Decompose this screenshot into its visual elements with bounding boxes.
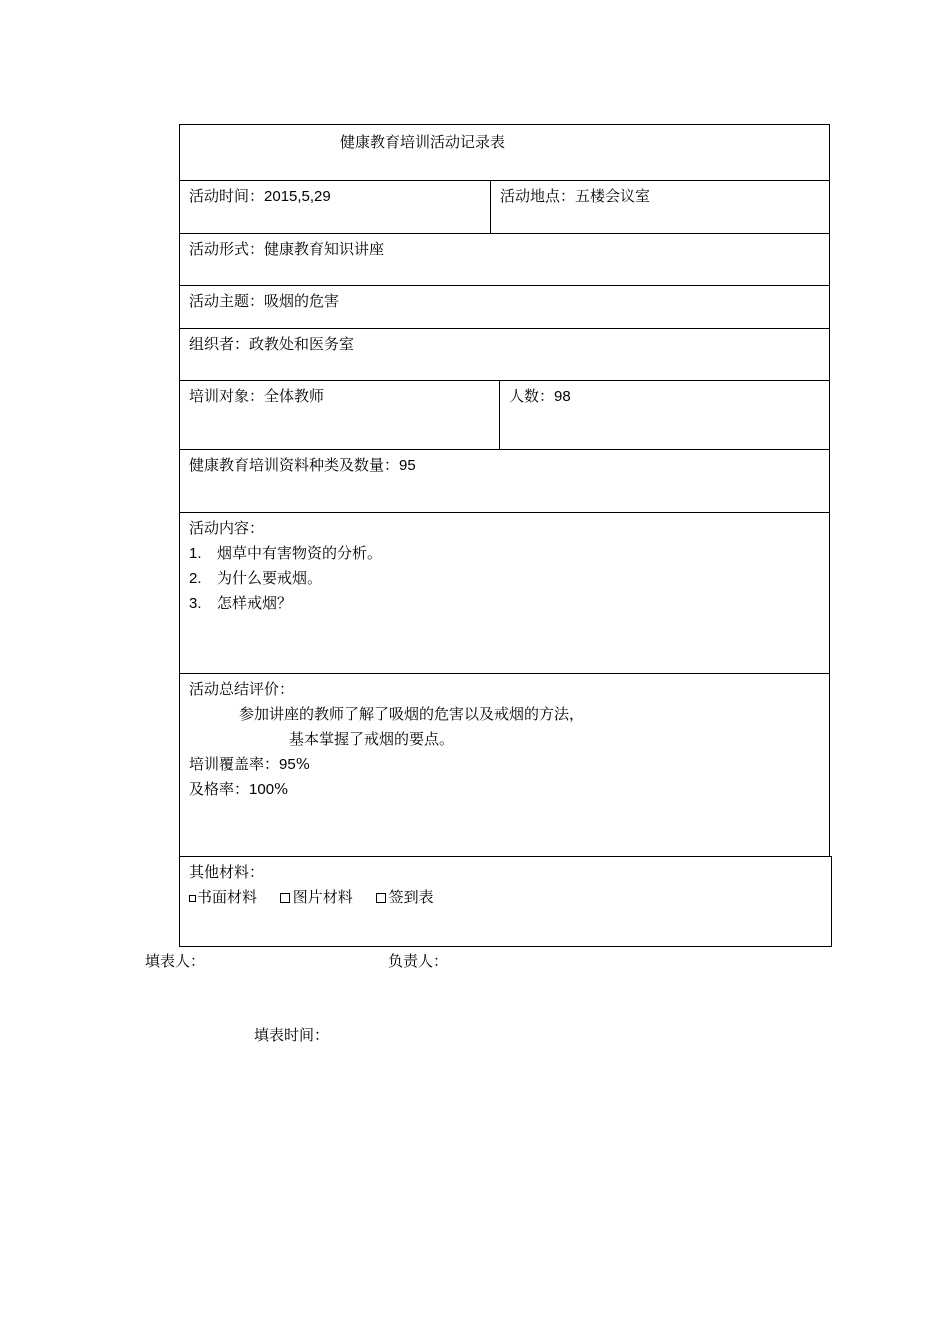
- coverage-rate: [189, 752, 820, 777]
- fill-time-label: 填表时间：: [254, 1026, 330, 1044]
- summary-label: 活动总结评价：: [189, 680, 295, 698]
- record-table: [179, 124, 830, 947]
- activity-form-value: 健康教育知识讲座: [264, 240, 385, 258]
- option-sign-in-sheet[interactable]: [376, 888, 434, 906]
- pass-value: 100: [249, 781, 275, 798]
- summary-cell: [180, 674, 829, 856]
- list-item-text: 怎样戒烟？: [217, 594, 293, 612]
- coverage-unit: %: [295, 755, 310, 773]
- other-materials-row: [179, 856, 832, 947]
- summary-row: [179, 673, 830, 856]
- materials-row: [179, 449, 830, 512]
- list-item-text: 为什么要戒烟。: [217, 569, 323, 587]
- form-title: 健康教育培训活动记录表: [340, 133, 506, 151]
- pass-unit: %: [274, 780, 289, 798]
- list-item: [189, 566, 820, 591]
- list-item: [189, 591, 820, 616]
- activity-theme-cell: [180, 286, 829, 328]
- pass-label: 及格率：: [189, 780, 250, 798]
- option-label: 图片材料: [292, 888, 353, 906]
- title-row: [179, 124, 830, 180]
- audience-row: [179, 380, 830, 449]
- activity-form-row: [179, 233, 830, 285]
- checkbox-icon[interactable]: [376, 893, 386, 903]
- content-cell: [180, 513, 829, 673]
- list-item-number: 3.: [189, 595, 202, 612]
- audience-cell: [180, 381, 500, 449]
- organizer-value: 政教处和医务室: [249, 335, 355, 353]
- audience-value: 全体教师: [264, 387, 325, 405]
- coverage-value: 95: [279, 756, 296, 773]
- headcount-value: 98: [554, 388, 571, 405]
- option-picture-material[interactable]: [280, 888, 353, 906]
- activity-form-label: 活动形式：: [189, 240, 265, 258]
- activity-theme-row: [179, 285, 830, 328]
- organizer-row: [179, 328, 830, 380]
- activity-form-cell: [180, 234, 829, 285]
- headcount-label: 人数：: [509, 387, 555, 405]
- time-location-row: [179, 180, 830, 233]
- responsible-label: 负责人：: [388, 952, 449, 970]
- list-item: [189, 541, 820, 566]
- headcount-cell: [500, 381, 829, 449]
- list-item-text: 烟草中有害物资的分析。: [217, 544, 383, 562]
- pass-rate: [189, 777, 820, 802]
- option-written-material[interactable]: [189, 888, 257, 906]
- activity-location-label: 活动地点：: [500, 187, 576, 205]
- summary-line-1: 参加讲座的教师了解了吸烟的危害以及戒烟的方法，: [239, 705, 585, 723]
- activity-location-value: 五楼会议室: [575, 187, 651, 205]
- option-label: 签到表: [388, 888, 434, 906]
- content-label: 活动内容：: [189, 519, 265, 537]
- other-materials-options: [189, 885, 822, 910]
- list-item-number: 1.: [189, 545, 202, 562]
- list-item-number: 2.: [189, 570, 202, 587]
- coverage-label: 培训覆盖率：: [189, 755, 280, 773]
- checkbox-icon[interactable]: [280, 893, 290, 903]
- materials-cell: [180, 450, 829, 512]
- activity-time-value: 2015,5,29: [264, 188, 331, 205]
- content-row: [179, 512, 830, 673]
- option-label: 书面材料: [197, 888, 258, 906]
- filler-label: 填表人：: [145, 952, 206, 970]
- checkbox-icon[interactable]: [189, 895, 196, 902]
- materials-value: 95: [399, 457, 416, 474]
- other-materials-cell: [180, 857, 831, 946]
- other-materials-label: 其他材料：: [189, 863, 265, 881]
- activity-theme-value: 吸烟的危害: [264, 292, 340, 310]
- activity-time-cell: [180, 181, 491, 233]
- organizer-label: 组织者：: [189, 335, 250, 353]
- audience-label: 培训对象：: [189, 387, 265, 405]
- activity-location-cell: [491, 181, 829, 233]
- summary-line-2: 基本掌握了戒烟的要点。: [289, 730, 455, 748]
- materials-label: 健康教育培训资料种类及数量：: [189, 456, 400, 474]
- activity-time-label: 活动时间：: [189, 187, 265, 205]
- organizer-cell: [180, 329, 829, 380]
- activity-theme-label: 活动主题：: [189, 292, 265, 310]
